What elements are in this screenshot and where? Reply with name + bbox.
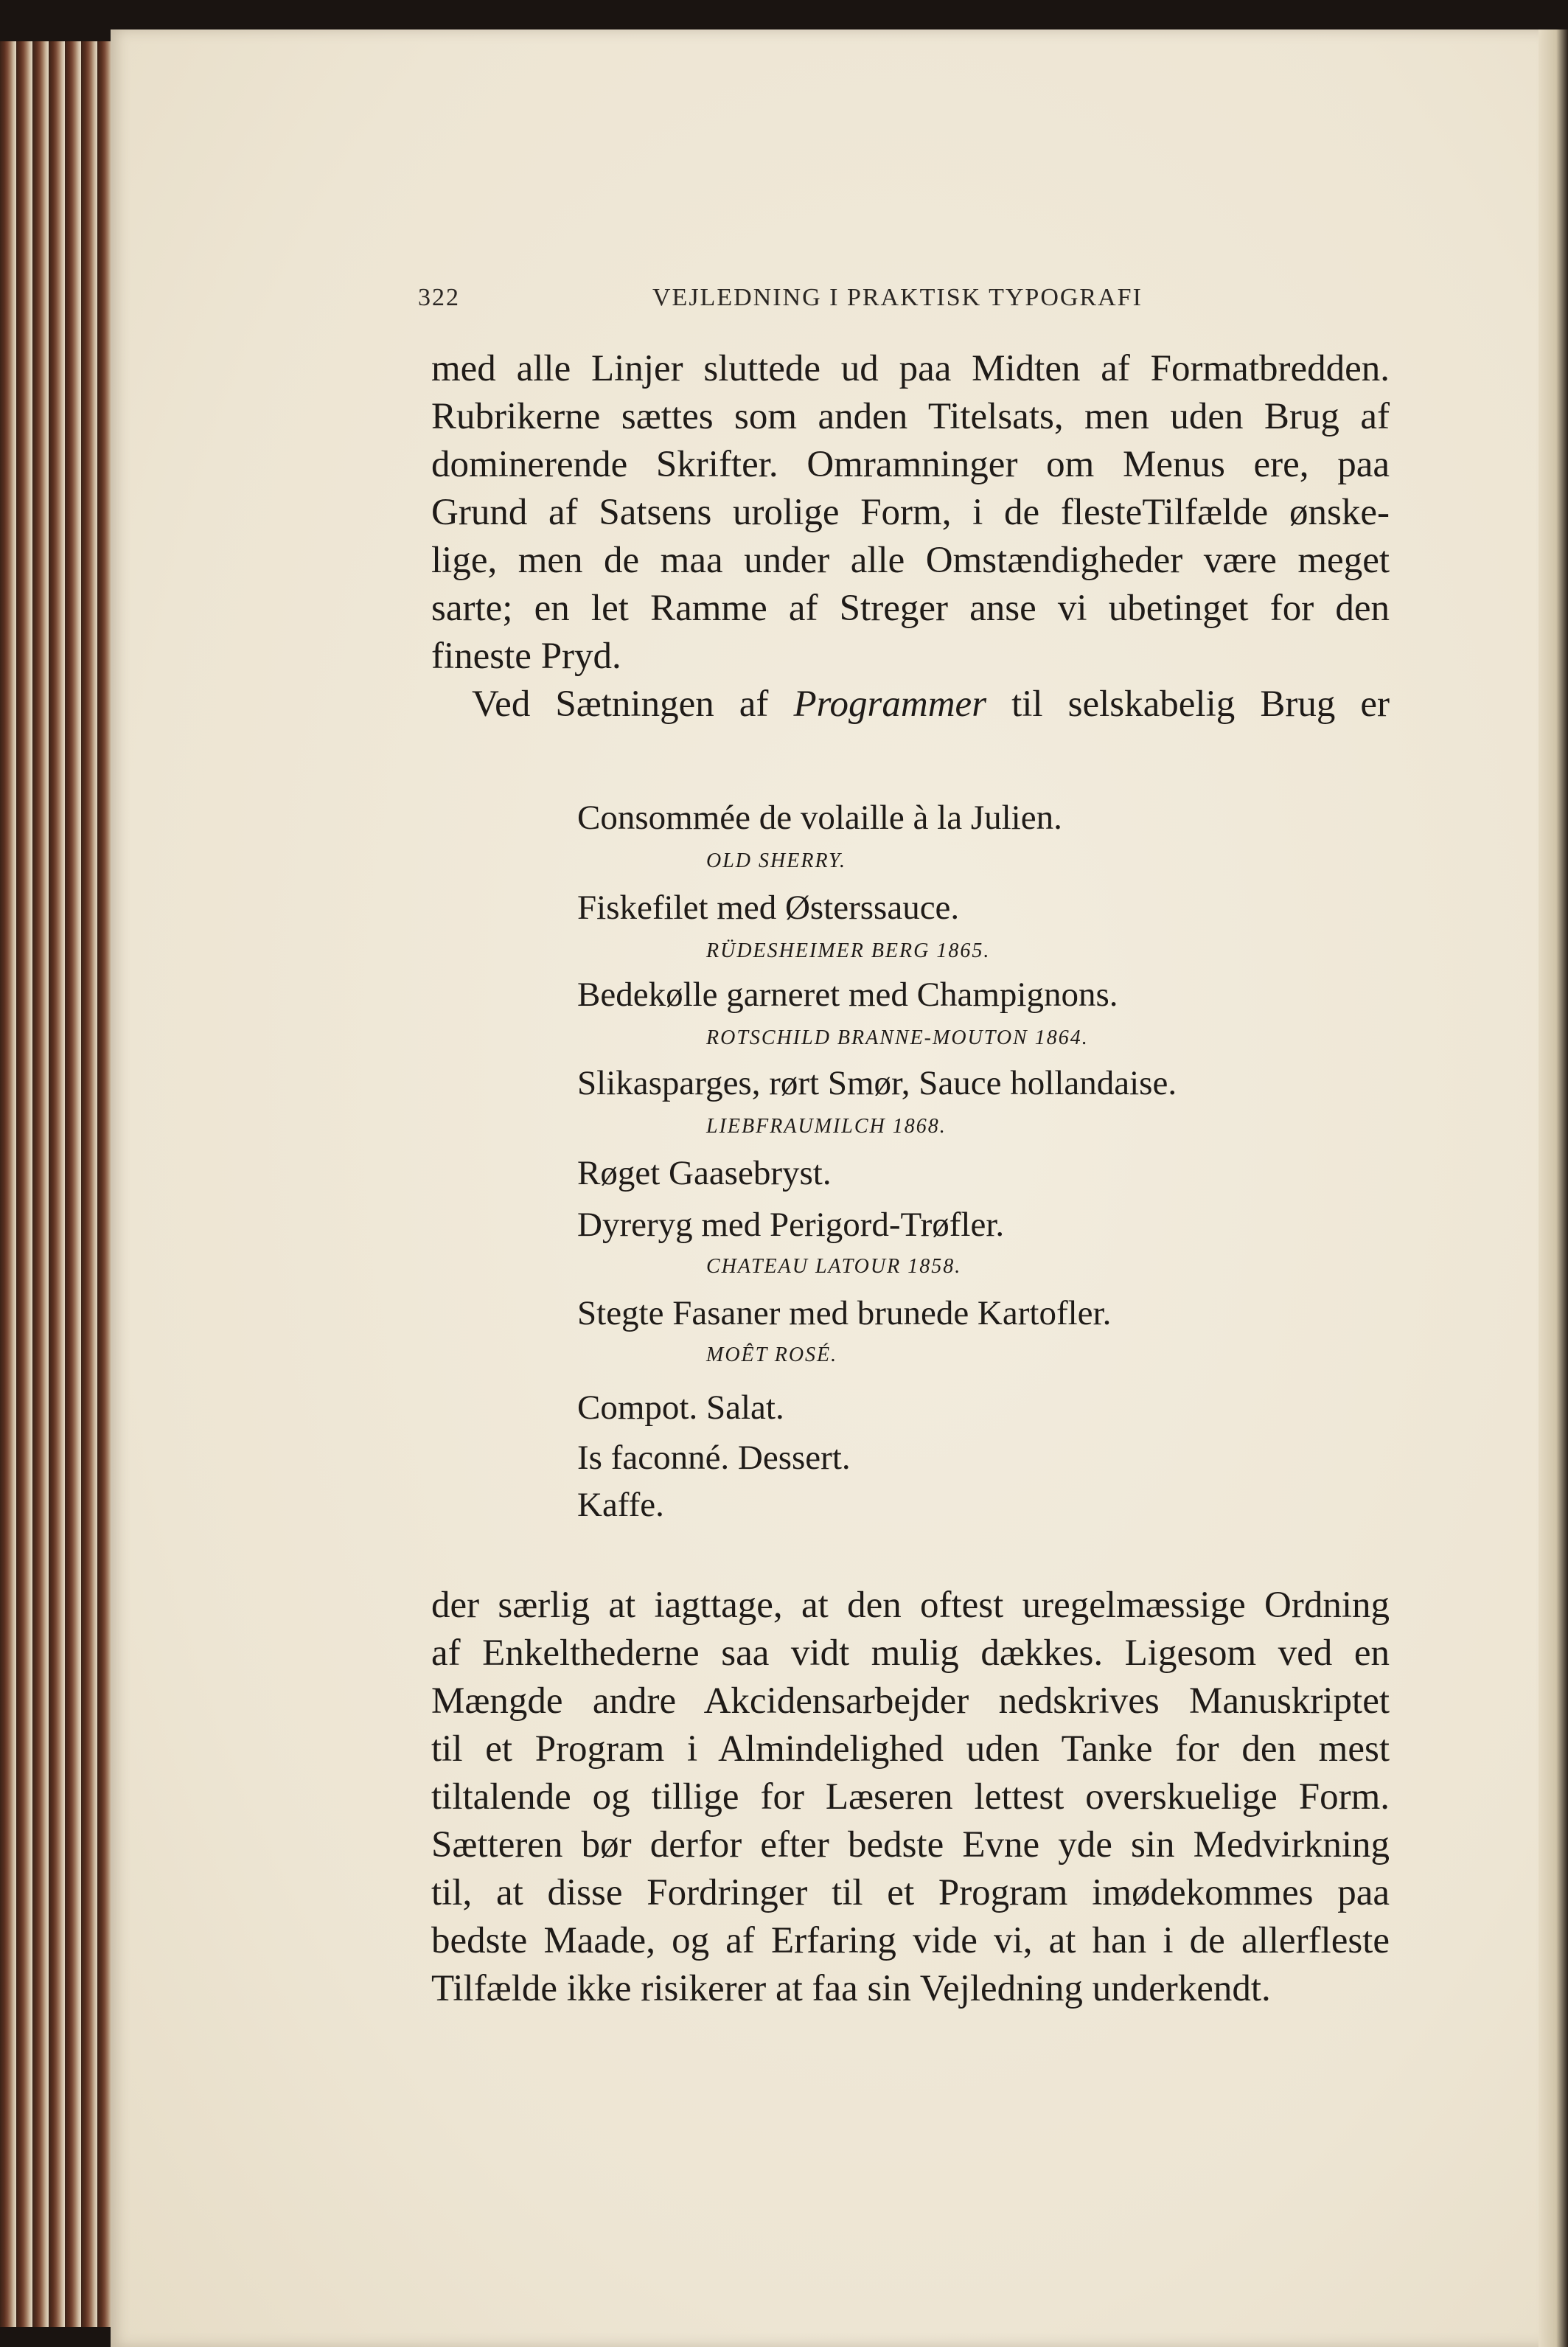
text-line: sarte; en let Ramme af Streger anse vi ubetinget for den (431, 588, 1390, 629)
text-line: dominerende Skrifter. Omramninger om Menus ere, paa (431, 444, 1390, 485)
text-run: Ved Sætningen af (472, 684, 794, 725)
text-line: Sætteren bør derfor efter bedste Evne yde sin Medvirkning (431, 1824, 1390, 1866)
text-line: Mængde andre Akcidensarbejder nedskrives Manuskriptet (431, 1680, 1390, 1722)
page-number: 322 (418, 284, 460, 311)
italic-term: Programmer (793, 684, 987, 725)
menu-dish: Dyreryg med Perigord-Trøfler. (577, 1206, 1005, 1244)
text-line: lige, men de maa under alle Omstændigheder være meget (431, 540, 1390, 581)
running-head (418, 284, 1391, 328)
menu-dish: Fiskefilet med Østerssauce. (577, 889, 960, 927)
menu-dish: Compot. Salat. (577, 1388, 784, 1427)
text-line: Grund af Satsens urolige Form, i de flesteTilfælde ønske- (431, 492, 1390, 533)
menu-wine: RÜDESHEIMER BERG 1865. (706, 939, 991, 962)
paragraph-2 (431, 681, 1390, 729)
running-head-title: VEJLEDNING I PRAKTISK TYPOGRAFI (652, 284, 1143, 311)
menu-dish: Kaffe. (577, 1486, 664, 1524)
menu-dish: Stegte Fasaner med brunede Kartofler. (577, 1294, 1112, 1332)
text-line (431, 681, 1390, 729)
menu-wine: MOÊT ROSÉ. (706, 1343, 838, 1366)
text-line: til et Program i Almindelighed uden Tanke for den mest (431, 1728, 1390, 1770)
menu-dish: Slikasparges, rørt Smør, Sauce hollandaise. (577, 1064, 1177, 1102)
text-line: til, at disse Fordringer til et Program imødekommes paa (431, 1872, 1390, 1913)
menu-wine: CHATEAU LATOUR 1858. (706, 1255, 962, 1278)
text-line: der særlig at iagttage, at den oftest uregelmæssige Ordning (431, 1585, 1390, 1626)
text-line: af Enkelthederne saa vidt mulig dækkes. Ligesom ved en (431, 1633, 1390, 1674)
paragraph-3 (431, 1582, 1390, 2013)
text-line: tiltalende og tillige for Læseren lettest overskuelige Form. (431, 1776, 1390, 1818)
text-line: fineste Pryd. (431, 636, 621, 677)
paragraph-1 (431, 345, 1390, 681)
menu-dish: Bedekølle garneret med Champignons. (577, 976, 1118, 1014)
page-right-edge (1539, 29, 1568, 2347)
text-run: til selskabelig Brug er (986, 684, 1390, 725)
menu-dish: Røget Gaasebryst. (577, 1154, 832, 1192)
text-line: med alle Linjer sluttede ud paa Midten af Formatbredden. (431, 348, 1390, 389)
menu-dish: Is faconné. Dessert. (577, 1439, 851, 1477)
text-line: Rubrikerne sættes som anden Titelsats, men uden Brug af (431, 396, 1390, 437)
text-line: Tilfælde ikke risikerer at faa sin Vejledning underkendt. (431, 1968, 1271, 2009)
book-page-edges (0, 41, 118, 2327)
menu-wine: ROTSCHILD BRANNE-MOUTON 1864. (706, 1026, 1089, 1049)
menu-wine: LIEBFRAUMILCH 1868. (706, 1115, 947, 1138)
menu-dish: Consommée de volaille à la Julien. (577, 799, 1062, 837)
text-line: bedste Maade, og af Erfaring vide vi, at han i de allerfleste (431, 1920, 1390, 1961)
menu-wine: OLD SHERRY. (706, 849, 847, 872)
